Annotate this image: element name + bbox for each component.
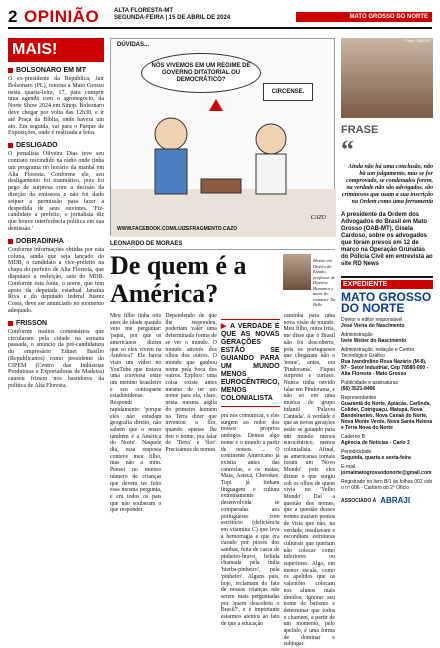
cartoon-credit: WWW.FACEBOOK.COM/LUIZEFRAGMENTO.CAZO: [117, 226, 238, 232]
item-text: Conforme muitos comentários que circularam pela cidade na semana passada, o anúncio da pré-candidatura do empresário Edinei Basílio (Republicanos) como presidente do CIPEM (Centro das Indústrias Produtoras e Exportadoras de Madeira) causou frisson nos bastidores da política de Alta Floresta.: [8, 328, 104, 390]
red-square-icon: [8, 68, 13, 73]
frase-source: A presidente da Ordem dos Advogados do Brasil em Mato Grosso (OAB-MT), Gisela Cardoso, sobre os advogados que foram presos em 12 de março na Operação Grunatas do Polícia Civil em entrevista ao site RD News: [341, 212, 433, 267]
right-column: [341, 38, 433, 604]
expediente-line: Representantes Guarantã do Norte, Apiacás, Carlinda, Colíder, Cotriguaçu, Matupá, Nova Bandeirantes, Nova Canaã do Norte, Nova Monte Verde, Nova Santa Helena e Terra Nova do Norte: [341, 395, 433, 431]
association: [341, 496, 433, 505]
red-square-icon: [8, 239, 13, 244]
expediente: [341, 276, 433, 505]
mais-column: [8, 38, 104, 604]
cartoon-label: DÚVIDAS...: [117, 42, 150, 48]
expediente-line: Administração Ivete Weber do Nascimento: [341, 332, 407, 344]
article-column: caminha para uma nova visão de mundo. Meu filho, outra frita, me disse que o Brasil não foi descoberto, pois os portugueses que chegaram não o 'nome', antes, era 'Pindorama'. Fiquei surpreso e curioso. Nunca tinha ouvido falar em Pindorama, e não só em uma música do grupo infantil 'Palavra Cantada'. A verdade é que as novas gerações estão se guiando para um mundo menos eurocêntrico, menos colonialista. Afinal, as americanas tornais foram um 'Novo Mundo' pois eles dizem o que surgiu sob os olhos de quem vivia no 'Velho Mundo'. Daí a questão dos nomes, que a questão desses nomes traziam pontos de vista que não, na verdade, insultavam e escondiam estruturas culturais que queriam não colocar como inferiores ou superiores. Algo, em menor escala, como os apelidos que os valentões colocam nos alunos mais tímidos; ignorar seu nome de batismo e determinar que todos o chamem, a partir de um momento, pelo apelido, é uma forma de dominar e subjugar.: [283, 313, 335, 648]
author-photo: [283, 254, 311, 290]
speech-bubble: NÓS VIVEMOS EM UM REGIME DE GOVERNO DITATORIAL OU DEMOCRÁTICO?: [141, 53, 261, 93]
quote-mark-icon: “: [341, 135, 354, 164]
cartoon-figures: [111, 39, 336, 237]
frase-title: FRASE: [341, 124, 379, 136]
brand-bar: MATO GROSSO DO NORTE: [296, 12, 432, 22]
article-body: [110, 313, 335, 648]
item-text: O ex-presidente da República, Jair Bolsonaro (PL), retorna a Mato Grosso nesta quarta-feira, 17, para cumprir uma agenda com o agronegócio, da Norte Show 2024 em Sinop. Bolsonaro deve chegar por volta das 12h30, e ir até Praça da Bíblia, onde haverá um ato. Em seguida, vai para o Parque de Exposições, onde é realizada a feira.: [8, 76, 104, 137]
expediente-line: Diretor e editor responsável José Vieira do Nascimento: [341, 317, 405, 329]
article-column: Dependendo de que lhe respondeu, poderiam valer uma determinada forma de se ver o mundo. O mundo através dos olhos dos outros. O mundo que ganhou nome pela boca dos outros. Explico: uma coisa existe antes mesmo de ter um nome para ela, claro, nesta mesma argila do primeiro homem na Terra dizer que inventou a flor, quando apenas lhe deu o nome, pra falar de 'Terra' e 'flor'. Precisamos de nomes: [165, 313, 217, 454]
red-square-icon: [8, 321, 13, 326]
city: ALTA FLORESTA-MT: [114, 8, 174, 14]
expediente-line: E-mail jornalmatogrossodonorte@gmail.com: [341, 464, 432, 476]
expediente-line: Caderno B Agência de Notícias - Carlo 2: [341, 434, 410, 446]
mais-item: [8, 67, 104, 137]
edition-meta: [114, 8, 230, 22]
article-column: Meu filho tinha oito anos de idade quando veio me perguntar: 'papai, por que os americanos dizem que só eles vivem na América?' Ele havia visto um vídeo no YouTube que tratava uma conversa entre um menino brasileiro e seu contraparte estadunidense. Respondi rapidamente: 'porque eles não estudam geografia direito, não sabem que o nosso também é a América do Norte'. Naquele dia, essa resposta conteve meu filho, mas não a mim. Pensei no imenso número de crianças que devem ter feito essa mesma pergunta, e em todos os pais que não souberam o que responder.: [110, 313, 162, 514]
page-number: 2: [8, 7, 18, 26]
pull-quote-text: A VERDADE É QUE AS NOVAS GERAÇÕES ESTÃO SE GUIANDO PARA UM MUNDO MENOS EUROCÊNTRICO, MENOS COLONIALISTA: [220, 323, 280, 402]
frase-photo: [341, 38, 433, 118]
date: SEGUNDA-FEIRA | 15 DE ABRIL DE 2024: [114, 15, 231, 21]
pull-quote: [221, 319, 280, 407]
red-square-icon: [8, 143, 13, 148]
item-text: Conforme informações obtidas por esta coluna, ainda que seja lançado do MDB, o candidato a vice-prefeito na chapa do prefeito de Alta Floresta, que disputará a reeleição, saiu do MDB. Conforme esta fonte, o nome, que tem apoio da deputada estadual Janaina Riva e do deputado federal Juarez Costa, deve ser anunciado no momento adequado.: [8, 246, 104, 314]
circus-sign: CIRCENSE.: [263, 83, 313, 101]
triangle-icon: ▶: [220, 323, 228, 330]
mais-item: [8, 238, 104, 315]
photo-credit: Foto: OAB-MT: [405, 38, 431, 43]
abraji-logo: ABRAJI: [380, 496, 411, 505]
article-headline: De quem é a América?: [110, 251, 247, 308]
expediente-title: EXPEDIENTE: [341, 280, 433, 289]
expediente-line: Publicidade e assinaturas (66) 3521-8406: [341, 380, 398, 392]
mais-item: [8, 142, 104, 233]
section-title: OPINIÃO: [24, 7, 100, 26]
author-bio: Mestre em Direito do Estado, professor de Direitos Humanos e autor do romance Tia Belle: [313, 258, 336, 307]
page-header: [0, 0, 440, 36]
item-heading: DOBRADINHA: [16, 237, 64, 245]
mais-title: MAIS!: [8, 38, 104, 62]
item-heading: DESLIGADO: [16, 142, 58, 150]
item-text: O jornalista Oliveira Dias teve seu contrato rescindido na rádio onde tinha um programa no horário da manhã em Alta Floresta. Conforme ele, seu desligamento foi traumático, pois foi pego de surpresa com a decisão da direção da emissora e não foi dado sequer a permissão para fazer a despedida de seus ouvintes. 'Fiz-candidato a prefeito, o jornalista diz que houve interferência política em sua demissão.': [8, 151, 104, 232]
newspaper-logo: MATO GROSSO DO NORTE: [341, 290, 432, 315]
mais-item: [8, 320, 104, 390]
item-heading: BOLSONARO EM MT: [16, 67, 86, 74]
item-heading: FRISSON: [16, 319, 48, 327]
expediente-line: Periodicidade Segunda, quarta e sexta-feira: [341, 449, 411, 461]
article-column: [220, 313, 280, 627]
expediente-line: Administração, redação e Centro Tecnológico Gráfico Rua Ivandrelino Rosa Nazário (M-8), 97 - Setor Industrial, Cep 78580-000 - Alta Floresta - Mato Grosso: [341, 347, 429, 377]
article-column-text: pra nos comunicar, e eles surgem ao redor dos nossos próprios umbigos. Demos algo nome e o mundo a partir de nossos ... O continente Americano já existia antes das caravelas, e os maias, Maia, Asteca, Cherokee, Tupi já tinham linguagem e cultura extremamente desenvolvida se comparadas aos portugueses com escritório (deficiência em vitamina C) que leva a hemorragia e que era curado por piores dos sambas, feita de casca de pinheiro-bravo, bebida chamada pela índia 'hierba-pinheiro', pela 'pinheiro'. Alguns pais, hoje, reclamam do fato de nossas crianças não serem mais perguntadas por 'quem descobriu o Brasil?', e é importante estarmos atentos ao fato de que a educação: [220, 413, 280, 627]
expediente-line: Registrado no livro B/1 às folhas 002 sob o nº 006 - Cartório do 2º Ofício: [341, 479, 433, 491]
editorial-cartoon: [110, 38, 335, 236]
cartoon-signature: CAZO: [310, 215, 326, 221]
association-label: ASSOCIADO À: [341, 497, 377, 504]
frase-text: Ainda não há uma conclusão, não há um julgamento, mas se for comprovado, se condenados forem, na verdade não são advogados, são criminosos que usam a sua inscrição na Ordem como uma ferramenta: [341, 164, 433, 205]
article-author: LEONARDO DE MORAES: [110, 241, 335, 250]
header-rule: [8, 27, 432, 29]
